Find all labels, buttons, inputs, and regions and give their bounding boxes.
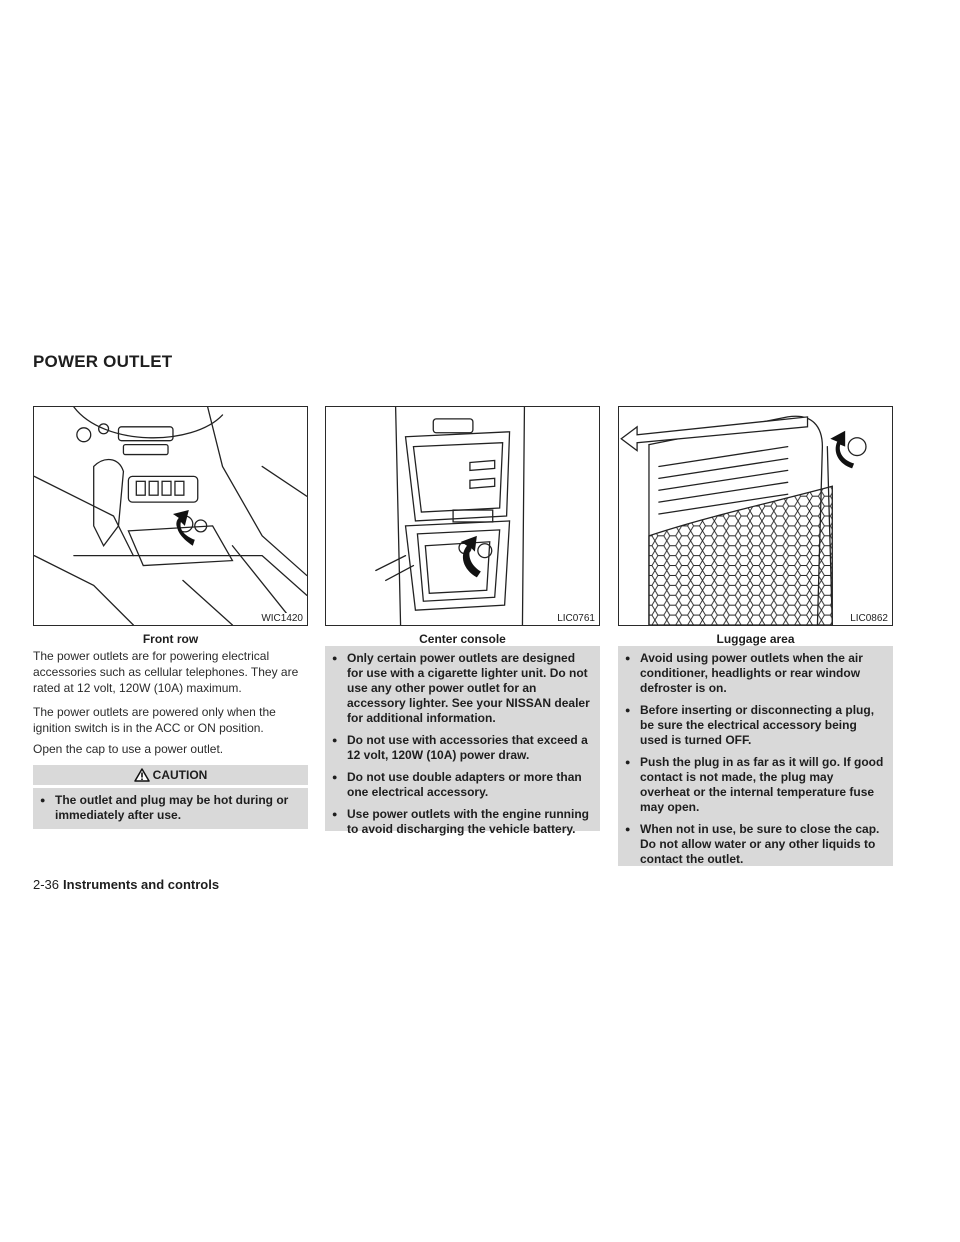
figure-front-row <box>33 406 308 626</box>
figure-caption: Front row <box>142 632 199 646</box>
intro-paragraph: The power outlets are for powering electrical accessories such as cellular telephones. They are rated at 12 volt, 120W (10A) maximum. <box>33 649 299 695</box>
luggage-area-illustration <box>619 407 892 625</box>
figure-code: WIC1420 <box>261 613 303 624</box>
caution-item: ● The outlet and plug may be hot during or immediately after use. <box>40 793 301 823</box>
list-item: ● Do not use with accessories that exceed a 12 volt, 120W (10A) power draw. <box>332 733 593 763</box>
figure-luggage-area <box>618 406 893 626</box>
caution-box <box>33 788 308 829</box>
warning-triangle-icon <box>134 768 150 782</box>
page-footer <box>33 877 219 892</box>
figure-caption: Center console <box>419 632 506 646</box>
list-item: ● Use power outlets with the engine running to avoid discharging the vehicle battery. <box>332 807 593 837</box>
list-item: ● Push the plug in as far as it will go. If good contact is not made, the plug may overheat or the internal temperature fuse may open. <box>625 755 886 815</box>
warnings-column-3 <box>618 646 893 866</box>
front-row-illustration <box>34 407 307 625</box>
chapter-title: Instruments and controls <box>63 877 220 892</box>
list-item: ● Only certain power outlets are designed for use with a cigarette lighter unit. Do not use any other power outlet for an accessory lighter. See your NISSAN dealer for additional information. <box>332 651 593 726</box>
page-number: 2-36 <box>33 877 60 892</box>
warnings-column-2 <box>325 646 600 836</box>
list-item: ● Avoid using power outlets when the air conditioner, headlights or rear window defroster is on. <box>625 651 886 696</box>
figure-code: LIC0761 <box>557 613 595 624</box>
intro-paragraph: The power outlets are powered only when the ignition switch is in the ACC or ON position. <box>33 705 276 735</box>
caution-label: CAUTION <box>152 768 208 782</box>
center-console-illustration <box>326 407 599 625</box>
figure-center-console <box>325 406 600 626</box>
figure-code: LIC0862 <box>850 613 888 624</box>
list-item: ● Do not use double adapters or more than one electrical accessory. <box>332 770 593 800</box>
intro-paragraph: Open the cap to use a power outlet. <box>33 742 224 756</box>
caution-heading <box>33 765 308 785</box>
section-title: POWER OUTLET <box>33 352 173 371</box>
figure-caption: Luggage area <box>716 632 795 646</box>
list-item: ● Before inserting or disconnecting a plug, be sure the electrical accessory being used is turned OFF. <box>625 703 886 748</box>
list-item: ● When not in use, be sure to close the cap. Do not allow water or any other liquids to contact the outlet. <box>625 822 886 867</box>
